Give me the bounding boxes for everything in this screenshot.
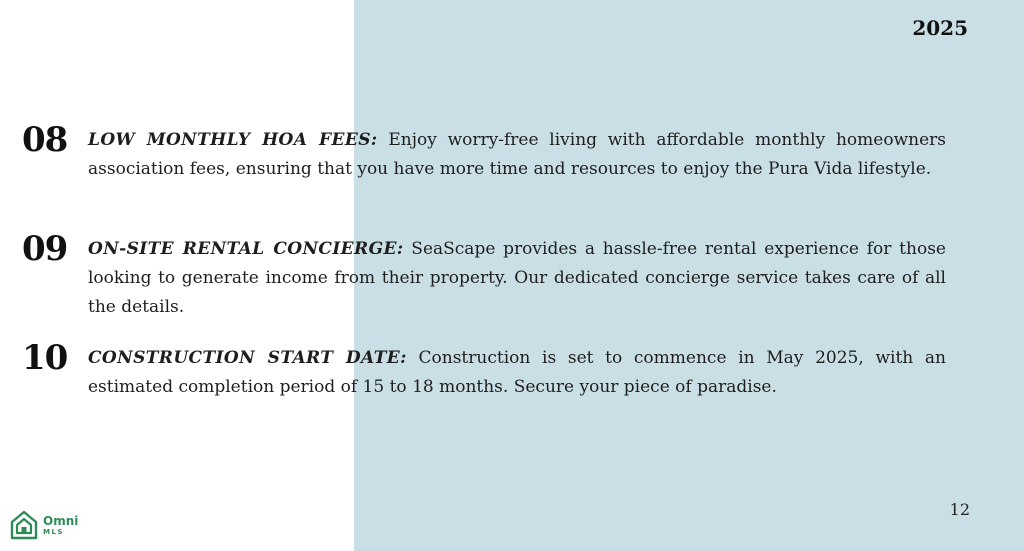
logo-text <box>43 515 78 536</box>
feature-text <box>88 235 946 322</box>
feature-number: 09 <box>22 229 68 269</box>
logo-name: Omni <box>43 513 79 528</box>
page-number: 12 <box>949 500 970 519</box>
feature-text <box>88 344 946 402</box>
house-logo-icon <box>10 510 38 540</box>
feature-body: Construction is set to commence in May 2025, with an estimated completion period of 15 to 18 months. Secure your piece of paradise. <box>88 348 947 397</box>
feature-text <box>88 126 946 184</box>
logo-sub: MLS <box>43 527 64 536</box>
year-label: 2025 <box>912 16 968 40</box>
feature-body: Enjoy worry-free living with affordable monthly homeowners association fees, ensuring that you have more time and resources to enjoy the Pura Vida lifestyle. <box>88 130 946 179</box>
feature-heading: ON-SITE RENTAL CONCIERGE: <box>88 239 404 259</box>
omni-mls-logo <box>10 510 78 540</box>
feature-heading: LOW MONTHLY HOA FEES: <box>88 130 378 150</box>
feature-heading: CONSTRUCTION START DATE: <box>88 348 407 368</box>
feature-number: 10 <box>22 338 68 378</box>
feature-body: SeaScape provides a hassle-free rental experience for those looking to generate income from their property. Our dedicated concierge service takes care of all the details. <box>88 239 946 317</box>
feature-number: 08 <box>22 120 68 160</box>
